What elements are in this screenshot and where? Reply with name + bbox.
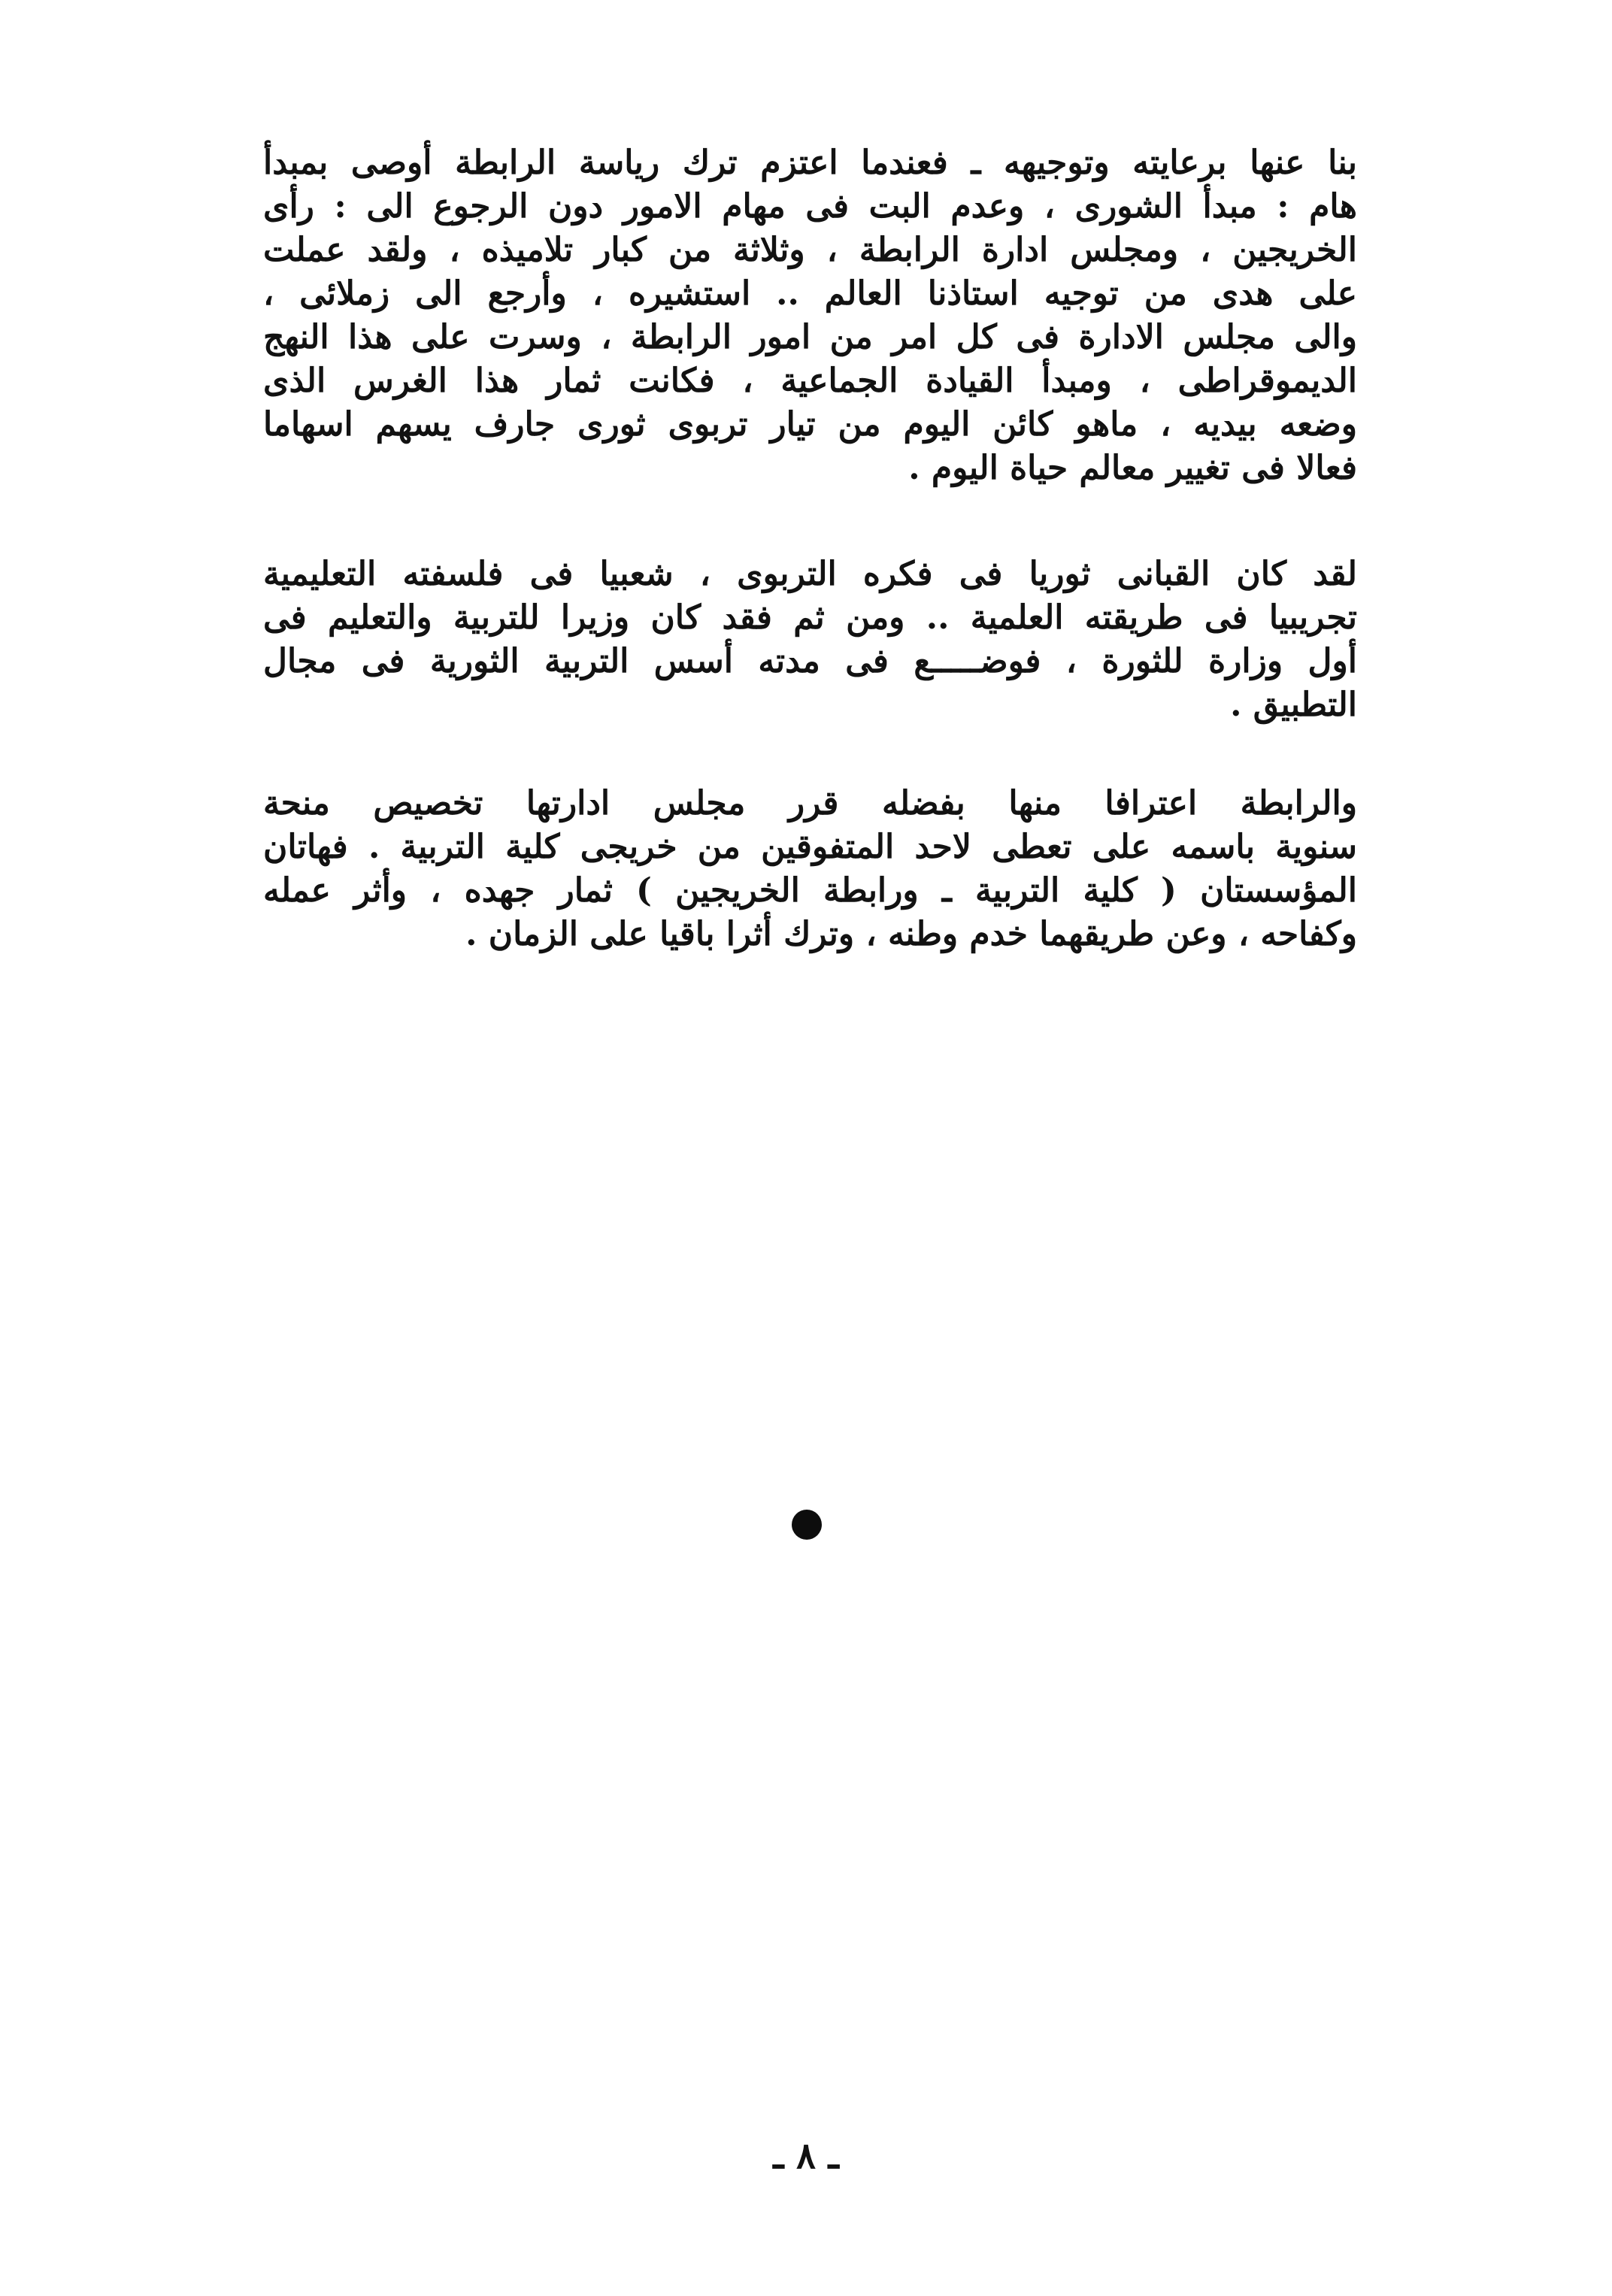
paragraph-line: لقد كان القبانى ثوريا فى فكره التربوى ، شعبيا فى فلسفته التعليمية [263, 555, 1357, 593]
paragraph-3 [263, 782, 1357, 956]
paragraph-line-last: فعالا فى تغيير معالم حياة اليوم . [908, 449, 1357, 487]
paragraph-2 [263, 553, 1357, 727]
paragraph-line: الديموقراطى ، ومبدأ القيادة الجماعية ، فكانت ثمار هذا الغرس الذى [263, 362, 1357, 400]
black-dot-ornament-icon [792, 1510, 822, 1540]
paragraph-line: تجريبيا فى طريقته العلمية .. ومن ثم فقد كان وزيرا للتربية والتعليم فى [263, 598, 1357, 637]
paragraph-line: والى مجلس الادارة فى كل امر من امور الرابطة ، وسرت على هذا النهج [263, 318, 1357, 356]
paragraph-line-last: وكفاحه ، وعن طريقهما خدم وطنه ، وترك أثرا باقيا على الزمان . [465, 915, 1357, 953]
paragraph-line: وضعه بيديه ، ماهو كائن اليوم من تيار تربوى ثورى جارف يسهم اسهاما [263, 405, 1357, 444]
paragraph-1 [263, 141, 1357, 490]
paragraph-line: على هدى من توجيه استاذنا العالم .. استشيره ، وأرجع الى زملائى ، [263, 274, 1357, 313]
page-number: ـ ٨ ـ [773, 2135, 839, 2177]
paragraph-line: أول وزارة للثورة ، فوضـــــع فى مدته أسس التربية الثورية فى مجال [263, 642, 1357, 680]
paragraph-line-last: التطبيق . [1230, 686, 1357, 724]
paragraph-line: المؤسستان ( كلية التربية ـ ورابطة الخريجين ) ثمار جهده ، وأثر عمله [263, 871, 1357, 910]
paragraph-line: سنوية باسمه على تعطى لاحد المتفوقين من خريجى كلية التربية . فهاتان [263, 828, 1357, 866]
paragraph-line: هام : مبدأ الشورى ، وعدم البت فى مهام الامور دون الرجوع الى : رأى [263, 187, 1357, 226]
paragraph-line: بنا عنها برعايته وتوجيهه ـ فعندما اعتزم ترك رياسة الرابطة أوصى بمبدأ [263, 144, 1357, 182]
paragraph-line: الخريجين ، ومجلس ادارة الرابطة ، وثلاثة من كبار تلاميذه ، ولقد عملت [263, 231, 1357, 269]
paragraph-line: والرابطة اعترافا منها بفضله قرر مجلس ادارتها تخصيص منحة [263, 784, 1357, 822]
